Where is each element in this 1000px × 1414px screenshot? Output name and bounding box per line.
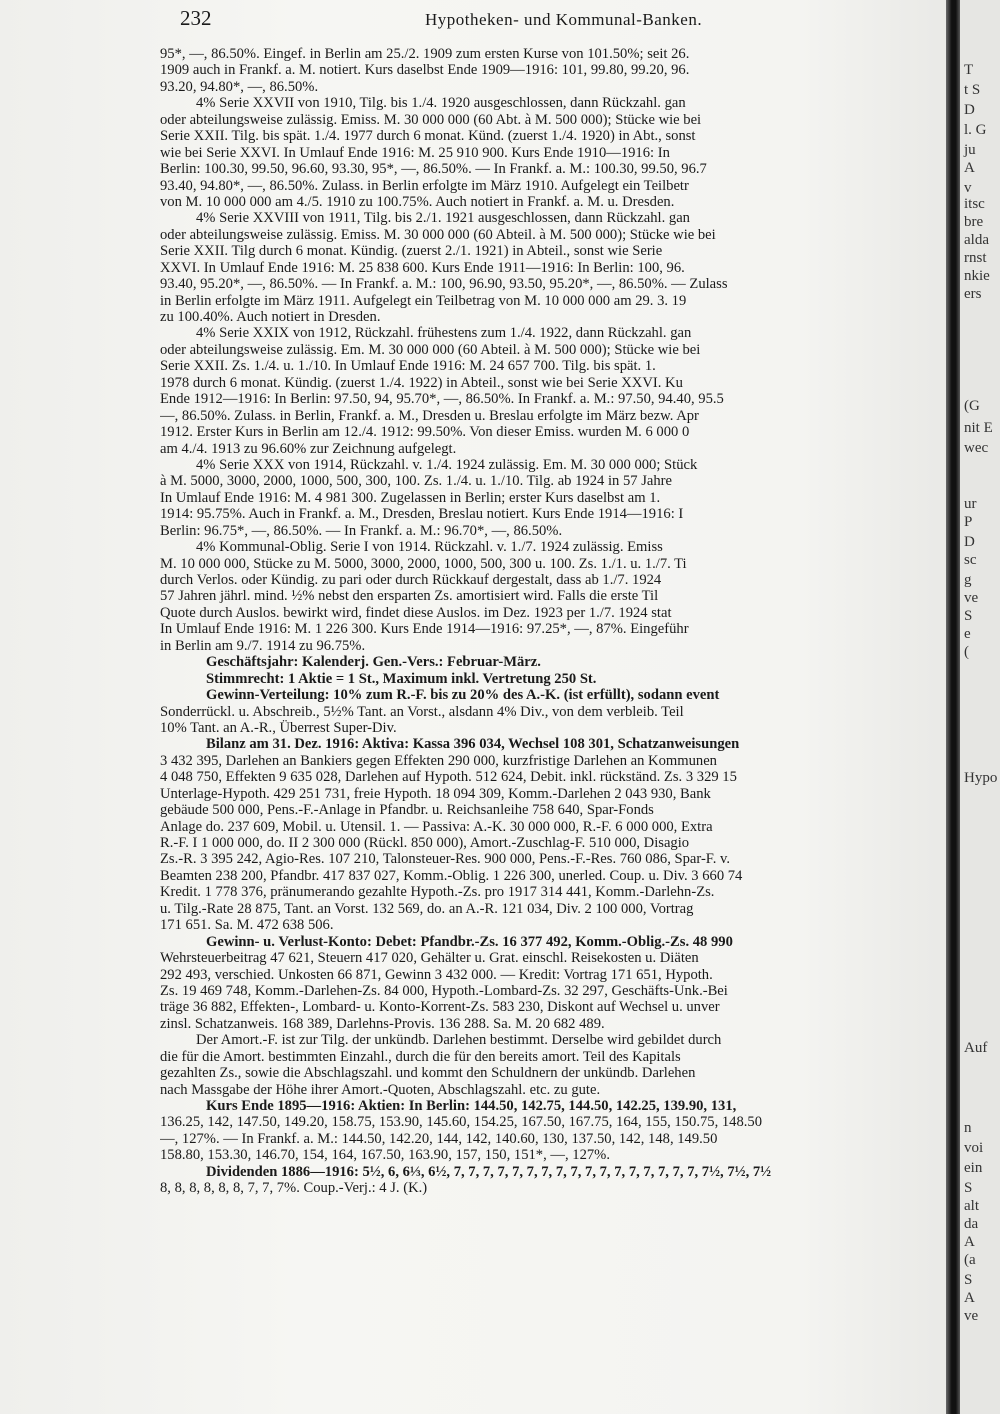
adjacent-page-fragment: D [964, 534, 975, 550]
text-line: 4% Serie XXX von 1914, Rückzahl. v. 1./4. 1924 zulässig. Em. M. 30 000 000; Stück [196, 456, 698, 473]
adjacent-page-edge [960, 0, 1000, 1414]
adjacent-page-fragment: (G [964, 398, 980, 414]
text-line: Beamten 238 200, Pfandbr. 417 837 027, Komm.-Oblig. 1 226 300, unerled. Coup. u. Div. 3 660 74 [160, 867, 743, 884]
adjacent-page-fragment: da [964, 1216, 979, 1232]
text-line: In Umlauf Ende 1916: M. 1 226 300. Kurs Ende 1914—1916: 97.25*, —, 87%. Eingeführ [160, 621, 689, 638]
text-line: Geschäftsjahr: Kalenderj. Gen.-Vers.: Februar-März. [206, 654, 541, 671]
adjacent-page-fragment: ein [964, 1160, 983, 1176]
adjacent-page-fragment: ( [964, 644, 969, 660]
adjacent-page-fragment: ur [964, 496, 977, 512]
text-line: Kredit. 1 778 376, pränumerando gezahlte Hypoth.-Zs. pro 1917 314 441, Komm.-Darlehn-Zs. [160, 884, 715, 901]
text-line: 292 493, verschied. Unkosten 66 871, Gewinn 3 432 000. — Kredit: Vortrag 171 651, Hypoth. [160, 966, 713, 983]
text-line: oder abteilungsweise zulässig. Emiss. M. 30 000 000 (60 Abteil. à M. 500 000); Stücke wie bei [160, 226, 716, 243]
adjacent-page-fragment: bre [964, 214, 984, 230]
adjacent-page-fragment: voi [964, 1140, 984, 1156]
adjacent-page-fragment: itsc [964, 196, 985, 212]
text-line: R.-F. I 1 000 000, do. II 2 300 000 (Rückl. 850 000), Amort.-Zuschlag-F. 510 000, Disagio [160, 835, 690, 851]
adjacent-page-fragment: A [964, 1234, 975, 1250]
text-line: Wehrsteuerbeitrag 47 621, Steuern 417 020, Gehälter u. Grat. einschl. Reisekosten u. Diäten [160, 950, 699, 967]
adjacent-page-fragment: T [964, 62, 974, 78]
adjacent-page-fragment: e [964, 626, 971, 642]
text-line: u. Tilg.-Rate 28 875, Tant. an Vorst. 132 569, do. an A.-R. 121 034, Div. 2 100 000, Vortrag [160, 900, 694, 917]
text-line: zu 100.40%. Auch notiert in Dresden. [160, 309, 381, 325]
adjacent-page-fragment: S [964, 1180, 973, 1196]
adjacent-page-fragment: v [964, 180, 972, 196]
text-line: 93.20, 94.80*, —, 86.50%. [160, 78, 319, 95]
text-line: 4% Serie XXIX von 1912, Rückzahl. frühestens zum 1./4. 1922, dann Rückzahl. gan [196, 325, 692, 342]
text-line: die für die Amort. bestimmten Einzahl., durch die für den bereits amort. Teil des Kapitals [160, 1048, 681, 1065]
adjacent-page-fragment: ers [964, 286, 982, 302]
page-number: 232 [180, 6, 212, 30]
text-line: von M. 10 000 000 am 4./5. 1910 zu 100.75%. Auch notiert in Frankf. a. M. u. Dresden. [160, 193, 675, 210]
adjacent-page-fragment: D [964, 102, 975, 118]
adjacent-page-fragment: ju [964, 142, 976, 158]
text-line: 93.40, 94.80*, —, 86.50%. Zulass. in Berlin erfolgte im März 1910. Aufgelegt ein Teilbetr [160, 177, 689, 194]
text-line: Serie XXII. Tilg. bis spät. 1./4. 1977 durch 6 monat. Künd. (zuerst 1./4. 1920) in Abt., sonst [160, 128, 696, 145]
text-line: —, 86.50%. Zulass. in Berlin, Frankf. a. M., Dresden u. Breslau erfolgte im März bezw. Apr [160, 407, 699, 424]
adjacent-page-fragment: wec [964, 440, 989, 456]
text-line: Stimmrecht: 1 Aktie = 1 St., Maximum inkl. Vertretung 250 St. [206, 670, 597, 687]
text-line: 10% Tant. an A.-R., Überrest Super-Div. [160, 719, 397, 736]
adjacent-page-fragment: l. G [964, 122, 987, 138]
adjacent-page-fragment: S [964, 1272, 973, 1288]
text-line: gebäude 500 000, Pens.-F.-Anlage in Pfandbr. u. Reichsanleihe 758 640, Spar-Fonds [160, 802, 654, 819]
text-line: 158.80, 153.30, 146.70, 154, 164, 167.50, 163.90, 157, 150, 151*, —, 127%. [160, 1147, 610, 1164]
text-line: träge 36 882, Effekten-, Lombard- u. Konto-Korrent-Zs. 583 230, Diskont auf Wechsel u. unver [160, 999, 720, 1016]
text-line: Serie XXII. Tilg durch 6 monat. Kündig. (zuerst 2./1. 1921) in Abteil., sonst wie Serie [160, 243, 663, 260]
adjacent-page-fragment: nkie [964, 268, 990, 284]
text-line: wie bei Serie XXVI. In Umlauf Ende 1916: M. 25 910 900. Kurs Ende 1910—1916: In [160, 144, 670, 161]
text-line: M. 10 000 000, Stücke zu M. 5000, 3000, 2000, 1000, 500, 300 u. 100. Zs. 1./1. u. 1./7. Ti [160, 555, 687, 572]
text-line: XXVI. In Umlauf Ende 1916: M. 25 838 600. Kurs Ende 1911—1916: In Berlin: 100, 96. [160, 259, 685, 276]
text-line: 1909 auch in Frankf. a. M. notiert. Kurs daselbst Ende 1909—1916: 101, 99.80, 99.20, 96. [160, 62, 690, 79]
page-content [160, 0, 952, 1414]
text-line: 4% Serie XXVII von 1910, Tilg. bis 1./4. 1920 ausgeschlossen, dann Rückzahl. gan [196, 95, 686, 112]
book-spine-gutter [946, 0, 960, 1414]
text-line: am 4./4. 1913 zu 96.60% zur Zeichnung aufgelegt. [160, 440, 457, 457]
text-line: Der Amort.-F. ist zur Tilg. der unkündb. Darlehen bestimmt. Derselbe wird gebildet durch [196, 1032, 722, 1049]
adjacent-page-fragment: (a [964, 1252, 976, 1268]
text-line: Dividenden 1886—1916: 5½, 6, 6⅓, 6½, 7, 7, 7, 7, 7, 7, 7, 7, 7, 7, 7, 7, 7, 7, 7, 7, 7, 7½, 7½, 7½ [206, 1163, 772, 1180]
text-line: 4% Serie XXVIII von 1911, Tilg. bis 2./1. 1921 ausgeschlossen, dann Rückzahl. gan [196, 210, 690, 227]
text-line: 171 651. Sa. M. 472 638 506. [160, 917, 334, 934]
adjacent-page-fragment: n [964, 1120, 972, 1136]
text-line: à M. 5000, 3000, 2000, 1000, 500, 300, 100. Zs. 1./4. u. 1./10. Tilg. ab 1924 in 57 Jahre [160, 473, 672, 490]
text-line: 1914: 95.75%. Auch in Frankf. a. M., Dresden, Breslau notiert. Kurs Ende 1914—1916: I [160, 506, 684, 523]
text-line: In Umlauf Ende 1916: M. 4 981 300. Zugelassen in Berlin; erster Kurs daselbst am 1. [160, 489, 661, 506]
text-line: Serie XXII. Zs. 1./4. u. 1./10. In Umlauf Ende 1916: M. 24 657 700. Tilg. bis spät. 1. [160, 358, 656, 375]
adjacent-page-fragment: nit E [964, 420, 993, 436]
adjacent-page-fragment: sc [964, 552, 977, 568]
text-line: oder abteilungsweise zulässig. Em. M. 30 000 000 (60 Abteil. à M. 500 000); Stücke wie bei [160, 341, 701, 358]
adjacent-page-fragment: rnst [964, 250, 987, 266]
adjacent-page-fragment: g [964, 572, 972, 588]
text-line: in Berlin am 9./7. 1914 zu 96.75%. [160, 637, 366, 654]
text-line: 4 048 750, Effekten 9 635 028, Darlehen auf Hypoth. 512 624, Debit. inkl. rückständ. Zs. 3 329 15 [160, 769, 737, 786]
text-line: gezahlten Zs., sowie die Abschlagszahl. und kommt den Schuldnern der unkündb. Darlehen [160, 1065, 696, 1082]
adjacent-page-fragment: alt [964, 1198, 979, 1214]
text-line: Unterlage-Hypoth. 429 251 731, freie Hypoth. 18 094 309, Komm.-Darlehen 2 043 930, Bank [160, 785, 711, 802]
running-head: Hypotheken- und Kommunal-Banken. [425, 10, 703, 29]
adjacent-page-fragment: Auf [964, 1040, 988, 1056]
adjacent-page-fragment: ve [964, 1308, 979, 1324]
text-line: Berlin: 100.30, 99.50, 96.60, 93.30, 95*, —, 86.50%. — In Frankf. a. M.: 100.30, 99.50, 96.7 [160, 161, 707, 178]
text-line: Anlage do. 237 609, Mobil. u. Utensil. 1. — Passiva: A.-K. 30 000 000, R.-F. 6 000 000, Extra [160, 818, 713, 835]
text-line: nach Massgabe der Höhe ihrer Amort.-Quoten, Abschlagszahl. etc. zu gute. [160, 1081, 601, 1098]
page-header [180, 6, 952, 36]
text-line: Quote durch Auslos. bewirkt wird, findet diese Auslos. im Dez. 1923 per 1./7. 1924 stat [160, 604, 672, 621]
text-line: durch Verlos. oder Kündig. zu pari oder durch Rückkauf dergestalt, dass ab 1./7. 1924 [160, 572, 662, 588]
text-line: 1978 durch 6 monat. Kündig. (zuerst 1./4. 1922) in Abteil., sonst wie bei Serie XXVI. Ku [160, 374, 683, 391]
text-line: 57 Jahren jährl. mind. ½% nebst den ersparten Zs. amortisiert wird. Falls die erste Til [160, 588, 659, 605]
text-line: Gewinn-Verteilung: 10% zum R.-F. bis zu 20% des A.-K. (ist erfüllt), sodann event [206, 687, 720, 704]
text-line: 93.40, 95.20*, —, 86.50%. — In Frankf. a. M.: 100, 96.90, 93.50, 95.20*, —, 86.50%. — Zulass [160, 276, 728, 293]
text-line: 136.25, 142, 147.50, 149.20, 158.75, 153.90, 145.60, 154.25, 167.50, 167.75, 164, 155, 150.75, 148.50 [160, 1114, 762, 1131]
adjacent-page-fragment: A [964, 160, 975, 176]
text-line: Zs.-R. 3 395 242, Agio-Res. 107 210, Talonsteuer-Res. 900 000, Pens.-F.-Res. 760 086, Spar-F. v. [160, 851, 731, 868]
adjacent-page-fragment: P [964, 514, 973, 530]
text-line: oder abteilungsweise zulässig. Emiss. M. 30 000 000 (60 Abt. à M. 500 000); Stücke wie bei [160, 111, 702, 128]
text-line: —, 127%. — In Frankf. a. M.: 144.50, 142.20, 144, 142, 140.60, 130, 137.50, 142, 148, 149.50 [160, 1130, 718, 1147]
text-line: Ende 1912—1916: In Berlin: 97.50, 94, 95.70*, —, 86.50%. In Frankf. a. M.: 97.50, 94.40, 95.5 [160, 391, 724, 408]
adjacent-page-fragment: S [964, 608, 973, 624]
adjacent-page-fragment: alda [964, 232, 989, 248]
adjacent-page-fragment: Hypo [964, 770, 998, 786]
text-line: 4% Kommunal-Oblig. Serie I von 1914. Rückzahl. v. 1./7. 1924 zulässig. Emiss [196, 539, 663, 556]
text-body [160, 46, 950, 1197]
text-line: Berlin: 96.75*, —, 86.50%. — In Frankf. a. M.: 96.70*, —, 86.50%. [160, 522, 563, 539]
adjacent-page-fragment: A [964, 1290, 975, 1306]
text-line: Bilanz am 31. Dez. 1916: Aktiva: Kassa 396 034, Wechsel 108 301, Schatzanweisungen [206, 736, 740, 753]
text-line: 1912. Erster Kurs in Berlin am 12./4. 1912: 99.50%. Von dieser Emiss. wurden M. 6 000 0 [160, 424, 690, 441]
text-line: zinsl. Schatzanweis. 168 389, Darlehns-Provis. 136 288. Sa. M. 20 682 489. [160, 1015, 605, 1032]
text-line: 95*, —, 86.50%. Eingef. in Berlin am 25./2. 1909 zum ersten Kurse von 101.50%; seit 26. [160, 46, 690, 62]
text-line: 3 432 395, Darlehen an Bankiers gegen Effekten 290 000, kurzfristige Darlehen an Kommunen [160, 752, 717, 769]
text-line: in Berlin erfolgte im März 1911. Aufgelegt ein Teilbetrag von M. 10 000 000 am 29. 3. 19 [160, 292, 687, 309]
adjacent-page-fragment: t S [964, 82, 981, 98]
text-line: Gewinn- u. Verlust-Konto: Debet: Pfandbr.-Zs. 16 377 492, Komm.-Oblig.-Zs. 48 990 [206, 933, 733, 950]
adjacent-page-fragment: ve [964, 590, 979, 606]
text-line: Sonderrückl. u. Abschreib., 5½% Tant. an Vorst., alsdann 4% Div., von dem verbleib. Teil [160, 703, 684, 720]
text-line: Zs. 19 469 748, Komm.-Darlehen-Zs. 84 000, Hypoth.-Lombard-Zs. 32 297, Geschäfts-Unk.-Bei [160, 982, 728, 999]
text-line: Kurs Ende 1895—1916: Aktien: In Berlin: 144.50, 142.75, 144.50, 142.25, 139.90, 131, [206, 1098, 737, 1114]
text-line: 8, 8, 8, 8, 8, 8, 7, 7, 7%. Coup.-Verj.: 4 J. (K.) [160, 1180, 428, 1197]
